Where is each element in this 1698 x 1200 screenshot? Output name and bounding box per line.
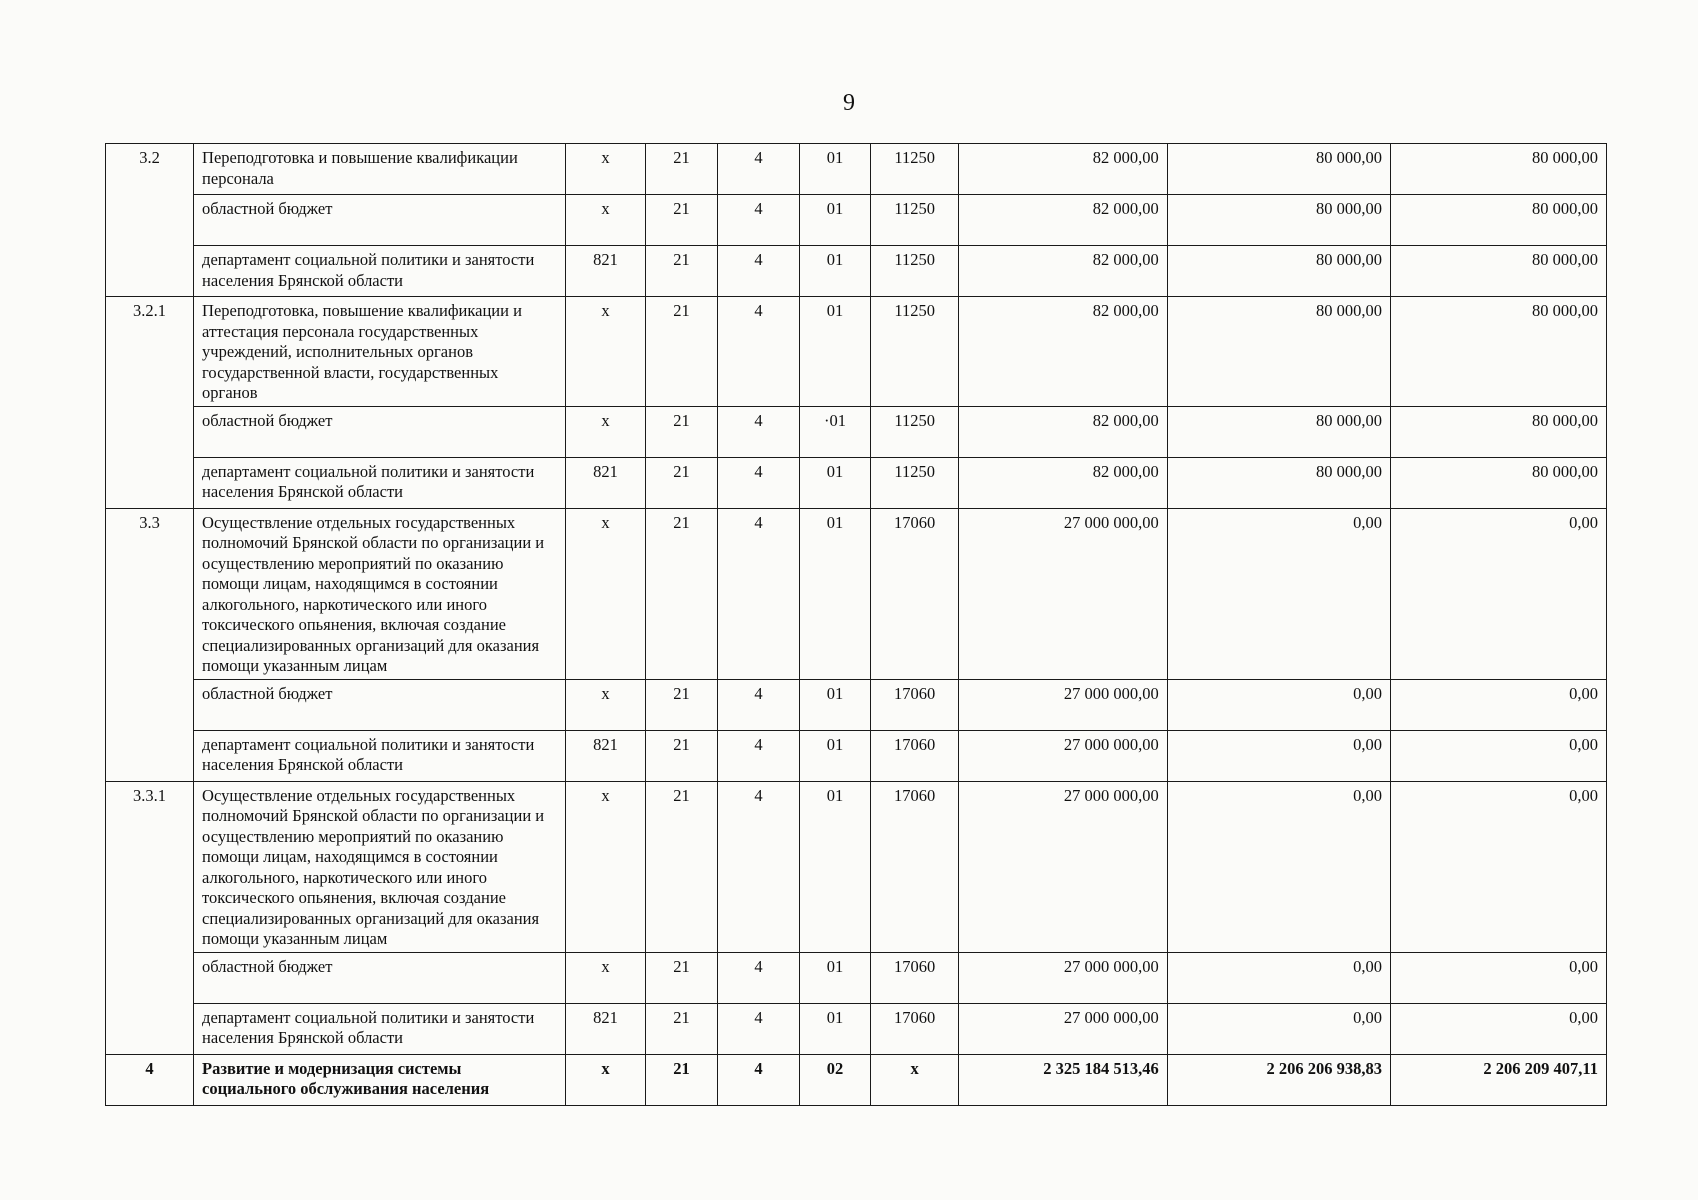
code-direction: 11250 (871, 297, 959, 407)
row-name: областной бюджет (194, 195, 566, 246)
code-direction: 11250 (871, 246, 959, 297)
table-row (106, 144, 1607, 195)
page-number: 9 (843, 90, 855, 116)
code-activity: 01 (799, 730, 870, 781)
code-activity: 01 (799, 195, 870, 246)
code-grbs: 821 (566, 1003, 646, 1054)
code-grbs: 821 (566, 457, 646, 508)
amount-year-3: 0,00 (1391, 508, 1607, 679)
amount-year-1: 82 000,00 (959, 406, 1168, 457)
amount-year-1: 27 000 000,00 (959, 952, 1168, 1003)
table-row (106, 246, 1607, 297)
code-subprogram: 4 (718, 1054, 800, 1105)
row-name: Переподготовка, повышение квалификации и аттестация персонала государственных учреждений, исполнительных органов государственной власти, государственных органов (194, 297, 566, 407)
code-direction: 17060 (871, 679, 959, 730)
table-row (106, 508, 1607, 679)
row-number: 3.2.1 (106, 297, 194, 509)
code-direction: x (871, 1054, 959, 1105)
row-name: Осуществление отдельных государственных полномочий Брянской области по организации и осуществлению мероприятий по оказанию помощи лицам, находящимся в состоянии алкогольного, наркотического или иного токсического опьянения, включая создание специализированных организаций для оказания помощи указанным лицам (194, 508, 566, 679)
row-name: Осуществление отдельных государственных полномочий Брянской области по организации и осуществлению мероприятий по оказанию помощи лицам, находящимся в состоянии алкогольного, наркотического или иного токсического опьянения, включая создание специализированных организаций для оказания помощи указанным лицам (194, 781, 566, 952)
amount-year-2: 2 206 206 938,83 (1167, 1054, 1390, 1105)
table-row (106, 730, 1607, 781)
table-row (106, 1003, 1607, 1054)
code-subprogram: 4 (718, 1003, 800, 1054)
table-row (106, 457, 1607, 508)
amount-year-3: 80 000,00 (1391, 406, 1607, 457)
code-grbs: x (566, 144, 646, 195)
amount-year-1: 27 000 000,00 (959, 508, 1168, 679)
code-program: 21 (645, 144, 717, 195)
amount-year-3: 80 000,00 (1391, 297, 1607, 407)
code-program: 21 (645, 508, 717, 679)
amount-year-3: 80 000,00 (1391, 144, 1607, 195)
code-subprogram: 4 (718, 406, 800, 457)
code-direction: 17060 (871, 781, 959, 952)
code-direction: 11250 (871, 406, 959, 457)
code-activity: 01 (799, 1003, 870, 1054)
amount-year-1: 2 325 184 513,46 (959, 1054, 1168, 1105)
amount-year-1: 27 000 000,00 (959, 1003, 1168, 1054)
code-grbs: 821 (566, 246, 646, 297)
row-name: департамент социальной политики и занятости населения Брянской области (194, 457, 566, 508)
table-row (106, 195, 1607, 246)
code-subprogram: 4 (718, 144, 800, 195)
code-subprogram: 4 (718, 457, 800, 508)
row-name: департамент социальной политики и занятости населения Брянской области (194, 246, 566, 297)
amount-year-2: 80 000,00 (1167, 246, 1390, 297)
code-program: 21 (645, 457, 717, 508)
amount-year-2: 0,00 (1167, 952, 1390, 1003)
row-number: 3.3 (106, 508, 194, 781)
code-activity: 01 (799, 952, 870, 1003)
code-program: 21 (645, 195, 717, 246)
code-subprogram: 4 (718, 781, 800, 952)
amount-year-2: 0,00 (1167, 679, 1390, 730)
amount-year-2: 80 000,00 (1167, 195, 1390, 246)
amount-year-3: 80 000,00 (1391, 246, 1607, 297)
amount-year-2: 80 000,00 (1167, 297, 1390, 407)
code-program: 21 (645, 297, 717, 407)
amount-year-1: 82 000,00 (959, 297, 1168, 407)
amount-year-1: 27 000 000,00 (959, 679, 1168, 730)
code-subprogram: 4 (718, 195, 800, 246)
row-number: 3.2 (106, 144, 194, 297)
row-name: областной бюджет (194, 679, 566, 730)
code-activity: 01 (799, 297, 870, 407)
amount-year-3: 0,00 (1391, 730, 1607, 781)
table-row (106, 679, 1607, 730)
code-grbs: x (566, 1054, 646, 1105)
amount-year-1: 82 000,00 (959, 195, 1168, 246)
code-program: 21 (645, 952, 717, 1003)
row-name: областной бюджет (194, 406, 566, 457)
code-direction: 17060 (871, 508, 959, 679)
row-name: департамент социальной политики и занятости населения Брянской области (194, 730, 566, 781)
code-program: 21 (645, 246, 717, 297)
table-row-total (106, 1054, 1607, 1105)
code-grbs: x (566, 952, 646, 1003)
row-name: департамент социальной политики и занятости населения Брянской области (194, 1003, 566, 1054)
code-program: 21 (645, 730, 717, 781)
code-direction: 17060 (871, 730, 959, 781)
amount-year-3: 0,00 (1391, 1003, 1607, 1054)
code-activity: 01 (799, 246, 870, 297)
amount-year-3: 0,00 (1391, 952, 1607, 1003)
amount-year-3: 2 206 209 407,11 (1391, 1054, 1607, 1105)
budget-table (105, 143, 1607, 1106)
amount-year-1: 27 000 000,00 (959, 730, 1168, 781)
table-row (106, 781, 1607, 952)
amount-year-2: 80 000,00 (1167, 144, 1390, 195)
code-grbs: x (566, 406, 646, 457)
code-subprogram: 4 (718, 508, 800, 679)
amount-year-2: 0,00 (1167, 730, 1390, 781)
code-activity: 01 (799, 781, 870, 952)
code-direction: 11250 (871, 144, 959, 195)
code-grbs: x (566, 781, 646, 952)
code-subprogram: 4 (718, 246, 800, 297)
code-activity: 02 (799, 1054, 870, 1105)
amount-year-2: 0,00 (1167, 508, 1390, 679)
code-subprogram: 4 (718, 952, 800, 1003)
code-direction: 11250 (871, 195, 959, 246)
row-number: 4 (106, 1054, 194, 1105)
code-program: 21 (645, 1003, 717, 1054)
code-grbs: x (566, 297, 646, 407)
amount-year-2: 80 000,00 (1167, 406, 1390, 457)
amount-year-3: 80 000,00 (1391, 457, 1607, 508)
code-subprogram: 4 (718, 679, 800, 730)
row-name: Переподготовка и повышение квалификации персонала (194, 144, 566, 195)
code-grbs: x (566, 195, 646, 246)
amount-year-2: 0,00 (1167, 1003, 1390, 1054)
code-program: 21 (645, 679, 717, 730)
code-program: 21 (645, 781, 717, 952)
code-program: 21 (645, 1054, 717, 1105)
code-subprogram: 4 (718, 297, 800, 407)
code-activity: 01 (799, 679, 870, 730)
amount-year-2: 80 000,00 (1167, 457, 1390, 508)
code-program: 21 (645, 406, 717, 457)
amount-year-3: 0,00 (1391, 781, 1607, 952)
code-grbs: x (566, 508, 646, 679)
amount-year-1: 82 000,00 (959, 246, 1168, 297)
amount-year-1: 82 000,00 (959, 144, 1168, 195)
amount-year-1: 27 000 000,00 (959, 781, 1168, 952)
code-subprogram: 4 (718, 730, 800, 781)
code-activity: ·01 (799, 406, 870, 457)
code-activity: 01 (799, 144, 870, 195)
table-row (106, 406, 1607, 457)
amount-year-2: 0,00 (1167, 781, 1390, 952)
table-row (106, 297, 1607, 407)
code-direction: 11250 (871, 457, 959, 508)
code-activity: 01 (799, 457, 870, 508)
table-row (106, 952, 1607, 1003)
code-direction: 17060 (871, 1003, 959, 1054)
code-direction: 17060 (871, 952, 959, 1003)
code-grbs: x (566, 679, 646, 730)
amount-year-3: 80 000,00 (1391, 195, 1607, 246)
code-grbs: 821 (566, 730, 646, 781)
amount-year-1: 82 000,00 (959, 457, 1168, 508)
row-number: 3.3.1 (106, 781, 194, 1054)
row-name: Развитие и модернизация системы социального обслуживания населения (194, 1054, 566, 1105)
code-activity: 01 (799, 508, 870, 679)
amount-year-3: 0,00 (1391, 679, 1607, 730)
row-name: областной бюджет (194, 952, 566, 1003)
